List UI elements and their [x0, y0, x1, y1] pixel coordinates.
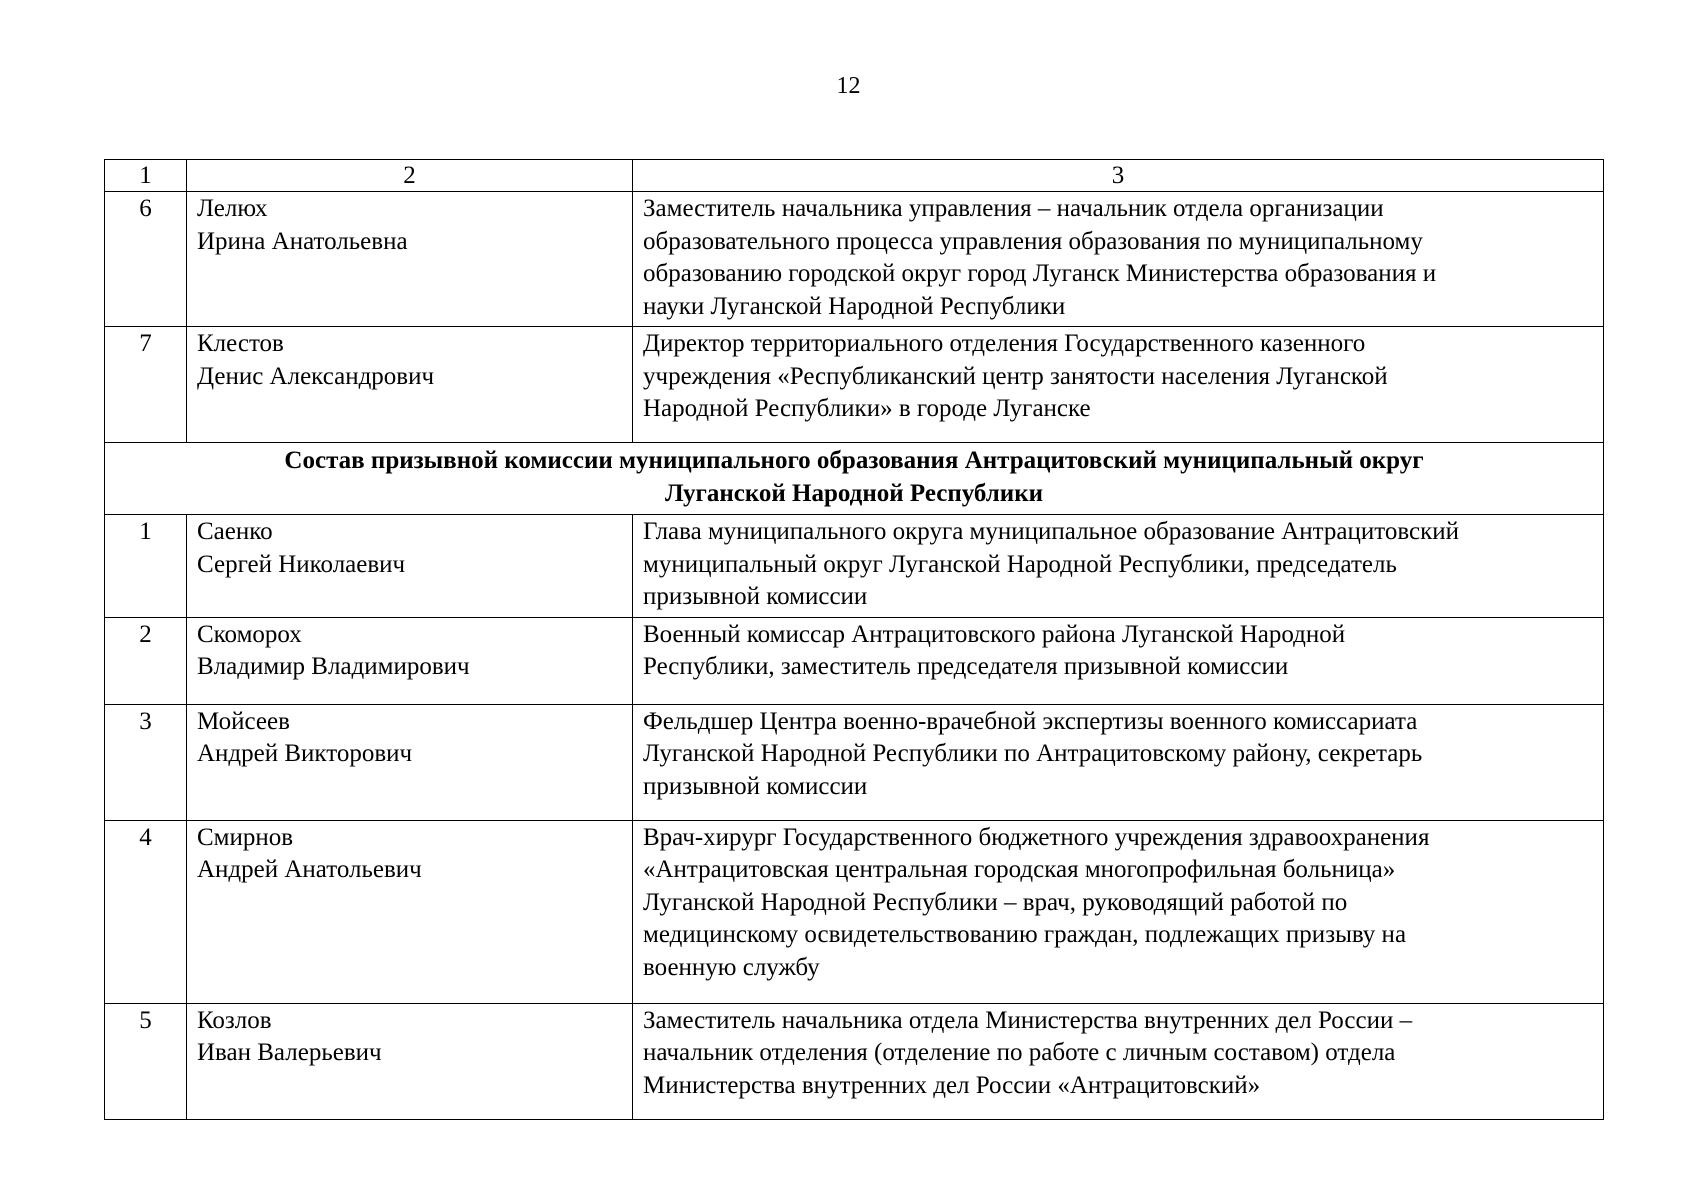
row-number: 4	[105, 820, 187, 1003]
member-given-names: Андрей Анатольевич	[197, 856, 422, 883]
member-surname: Лелюх	[197, 195, 268, 222]
table-row	[105, 515, 1604, 618]
header-cell-name: 2	[187, 160, 633, 192]
member-surname: Смирнов	[197, 823, 294, 851]
position-line: Глава муниципального округа муниципальное образование Антрацитовский	[643, 518, 1459, 545]
section-heading	[105, 443, 1604, 515]
member-position	[633, 192, 1604, 327]
section-heading-row	[105, 443, 1604, 515]
member-name	[187, 1003, 633, 1119]
position-line: науки Луганской Народной Республики	[643, 292, 1066, 320]
member-surname: Козлов	[197, 1006, 272, 1034]
row-number: 5	[105, 1003, 187, 1119]
section-heading-line: Состав призывной комиссии муниципального образования Антрацитовский муниципальный округ	[284, 447, 1424, 474]
member-given-names: Денис Александрович	[197, 362, 435, 390]
member-surname: Саенко	[197, 518, 273, 545]
table-row	[105, 1003, 1604, 1119]
position-line: Военный комиссар Антрацитовского района Луганской Народной	[643, 620, 1346, 648]
row-number: 1	[105, 515, 187, 618]
position-line: «Антрацитовская центральная городская многопрофильная больница»	[643, 856, 1396, 883]
position-line: медицинскому освидетельствованию граждан, подлежащих призыву на	[643, 921, 1407, 948]
position-line: Директор территориального отделения Государственного казенного	[643, 330, 1366, 357]
position-line: Луганской Народной Республики – врач, руководящий работой по	[643, 888, 1348, 916]
member-given-names: Андрей Викторович	[197, 740, 413, 767]
position-line: Заместитель начальника отдела Министерства внутренних дел России –	[643, 1006, 1413, 1034]
member-position	[633, 820, 1604, 1003]
member-given-names: Сергей Николаевич	[197, 550, 406, 578]
member-position	[633, 704, 1604, 820]
member-position	[633, 1003, 1604, 1119]
row-number: 2	[105, 617, 187, 704]
member-surname: Скоморох	[197, 620, 302, 648]
page-number: 12	[836, 73, 861, 99]
table-row	[105, 617, 1604, 704]
position-line: Заместитель начальника управления – начальник отдела организации	[643, 195, 1384, 222]
position-line: Народной Республики» в городе Луганске	[643, 395, 1091, 422]
row-number: 3	[105, 704, 187, 820]
position-line: муниципальный округ Луганской Народной Республики, председатель	[643, 550, 1397, 578]
header-cell-position: 3	[633, 160, 1604, 192]
position-line: образовательного процесса управления образования по муниципальному	[643, 227, 1423, 255]
position-line: Луганской Народной Республики по Антрацитовскому району, секретарь	[643, 740, 1423, 767]
member-name	[187, 820, 633, 1003]
position-line: Республики, заместитель председателя призывной комиссии	[643, 653, 1289, 680]
position-line: учреждения «Республиканский центр занятости населения Луганской	[643, 362, 1388, 390]
position-line: начальник отделения (отделение по работе с личным составом) отдела	[643, 1039, 1396, 1066]
position-line: Врач-хирург Государственного бюджетного учреждения здравоохранения	[643, 823, 1430, 851]
table-row	[105, 704, 1604, 820]
position-line: призывной комиссии	[643, 772, 868, 800]
position-line: Фельдшер Центра военно-врачебной экспертизы военного комиссариата	[643, 707, 1418, 735]
member-position	[633, 617, 1604, 704]
table-header-row	[105, 160, 1604, 192]
row-number: 6	[105, 192, 187, 327]
member-name	[187, 617, 633, 704]
member-name	[187, 704, 633, 820]
row-number: 7	[105, 327, 187, 443]
member-surname: Мойсеев	[197, 707, 290, 735]
member-given-names: Владимир Владимирович	[197, 653, 470, 680]
table-row	[105, 820, 1604, 1003]
position-line: образованию городской округ город Луганск Министерства образования и	[643, 260, 1437, 287]
member-surname: Клестов	[197, 330, 284, 357]
member-name	[187, 515, 633, 618]
member-given-names: Иван Валерьевич	[197, 1039, 382, 1066]
member-name	[187, 327, 633, 443]
member-position	[633, 515, 1604, 618]
commission-table	[104, 159, 1604, 1120]
member-name	[187, 192, 633, 327]
position-line: призывной комиссии	[643, 583, 868, 610]
section-heading-line: Луганской Народной Республики	[664, 479, 1044, 507]
position-line: военную службу	[643, 953, 820, 981]
member-given-names: Ирина Анатольевна	[197, 227, 408, 255]
position-line: Министерства внутренних дел России «Антрацитовский»	[643, 1071, 1261, 1099]
table-row	[105, 327, 1604, 443]
member-position	[633, 327, 1604, 443]
table-row	[105, 192, 1604, 327]
header-cell-number: 1	[105, 160, 187, 192]
